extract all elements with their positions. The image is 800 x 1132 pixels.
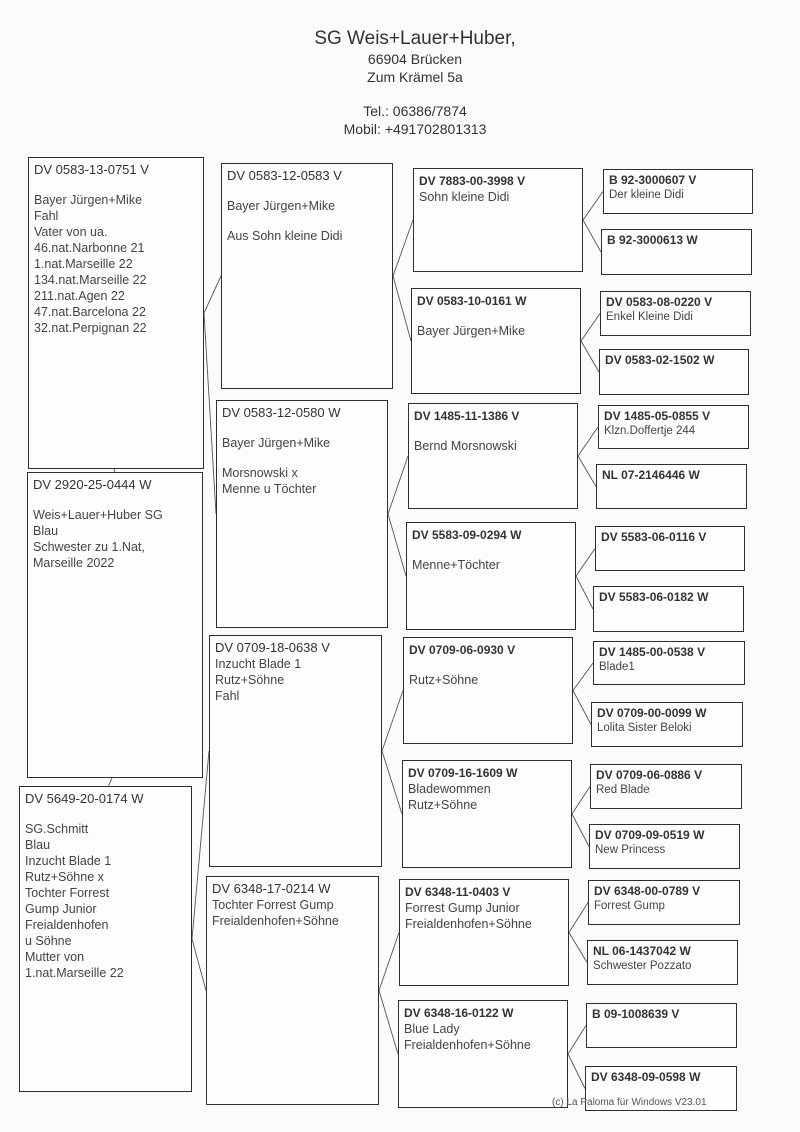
pigeon-card-gen2-3 <box>209 635 382 867</box>
gen2-line <box>379 991 398 1055</box>
ring-number: DV 1485-05-0855 V <box>604 409 711 423</box>
blank-line <box>222 451 382 465</box>
pigeon-info-line: Lolita Sister Beloki <box>597 722 692 734</box>
blank-line <box>227 184 387 198</box>
pigeon-card-gen3-5 <box>403 637 573 744</box>
ring-number: DV 5583-06-0116 V <box>601 530 707 544</box>
breeder-city: 66904 Brücken <box>367 51 463 67</box>
gen3-line <box>578 427 598 456</box>
ring-number: DV 5583-09-0294 W <box>412 528 522 542</box>
gen3-line <box>573 691 591 725</box>
pigeon-card-gen3-1 <box>413 168 583 272</box>
gen2-line <box>382 751 402 814</box>
ring-number: DV 0709-09-0519 W <box>595 828 705 842</box>
breeder-name: SG Weis+Lauer+Huber, <box>314 28 516 49</box>
pigeon-info-line: Inzucht Blade 1 <box>25 854 112 868</box>
ring-number: DV 6348-09-0598 W <box>591 1070 701 1084</box>
software-credit: (c) La Paloma für Windows V23.01 <box>552 1097 707 1108</box>
pigeon-card-gen3-4 <box>406 522 576 630</box>
pigeon-info-line: Blue Lady <box>404 1022 460 1036</box>
pigeon-info-line: Tochter Forrest Gump <box>212 898 334 912</box>
gen3-line <box>568 1054 585 1089</box>
gen3-line <box>581 314 600 342</box>
ring-number: DV 5649-20-0174 W <box>25 791 144 806</box>
gen3-line <box>576 576 593 609</box>
pigeon-card-gen4-6 <box>596 464 747 509</box>
blank-line <box>409 658 567 672</box>
dam-line <box>192 939 206 991</box>
pigeon-card-gen2-1 <box>221 163 393 389</box>
blank-line <box>34 178 198 192</box>
pigeon-card-gen1-2 <box>27 472 203 778</box>
gen3-line <box>572 787 590 815</box>
blank-line <box>414 424 572 438</box>
gen2-line <box>388 456 408 514</box>
subject-dam-link <box>109 778 113 786</box>
pigeon-info-line: Enkel Kleine Didi <box>606 311 693 323</box>
gen2-line <box>379 933 399 991</box>
pigeon-info-line: Blade1 <box>599 661 635 673</box>
pigeon-info-line: Morsnowski x <box>222 466 298 480</box>
pigeon-info-line: 1.nat.Marseille 22 <box>34 257 133 271</box>
pigeon-info-line: Blau <box>25 838 51 852</box>
pigeon-info-line: Bayer Jürgen+Mike <box>417 324 526 338</box>
ring-number: DV 6348-00-0789 V <box>594 884 701 898</box>
pigeon-info-line: Menne u Töchter <box>222 482 317 496</box>
ring-number: B 09-1008639 V <box>592 1007 680 1021</box>
ring-number: DV 7883-00-3998 V <box>419 174 526 188</box>
ring-number: DV 6348-17-0214 W <box>212 881 331 896</box>
pigeon-info-line: u Söhne <box>25 934 72 948</box>
pigeon-card-gen4-3 <box>600 291 751 336</box>
pigeon-info-line: Der kleine Didi <box>609 189 684 201</box>
blank-line <box>222 421 382 435</box>
gen3-line <box>578 456 596 487</box>
gen3-line <box>573 663 593 691</box>
pigeon-card-gen1-1 <box>28 157 204 469</box>
pigeon-info-line: Freialdenhofen+Söhne <box>405 917 532 931</box>
ring-number: DV 0709-18-0638 V <box>215 640 330 655</box>
pigeon-card-gen3-2 <box>411 288 581 394</box>
pigeon-info-line: Freialdenhofen+Söhne <box>404 1038 531 1052</box>
pigeon-info-line: Forrest Gump Junior <box>405 901 520 915</box>
pigeon-info-line: Aus Sohn kleine Didi <box>227 229 343 243</box>
ring-number: NL 07-2146446 W <box>602 468 700 482</box>
pigeon-info-line: Rutz+Söhne <box>409 673 479 687</box>
pigeon-info-line: 134.nat.Marseille 22 <box>34 273 147 287</box>
pigeon-card-gen3-3 <box>408 403 578 509</box>
gen3-line <box>568 1026 586 1055</box>
ring-number: DV 0583-08-0220 V <box>606 295 713 309</box>
ring-number: DV 1485-00-0538 V <box>599 645 706 659</box>
gen2-line <box>382 691 403 752</box>
blank-line <box>25 807 186 821</box>
breeder-phone: Tel.: 06386/7874 <box>363 103 467 119</box>
pigeon-info-line: Weis+Lauer+Huber SG <box>33 508 163 522</box>
ring-number: DV 0583-12-0580 W <box>222 405 341 420</box>
pigeon-info-line: Bladewommen <box>408 782 491 796</box>
pigeon-card-gen4-9 <box>593 641 745 685</box>
pigeon-info-line: Blau <box>33 524 59 538</box>
pigeon-card-gen4-4 <box>599 349 749 395</box>
ring-number: DV 2920-25-0444 W <box>33 477 152 492</box>
gen3-line <box>569 933 587 963</box>
breeder-street: Zum Krämel 5a <box>367 69 463 85</box>
ring-number: B 92-3000613 W <box>607 233 698 247</box>
gen3-line <box>583 192 603 221</box>
pigeon-card-gen3-8 <box>398 1000 568 1108</box>
pigeon-info-line: Schwester zu 1.Nat, <box>33 540 145 554</box>
gen3-line <box>569 903 588 933</box>
pigeon-info-line: Red Blade <box>596 784 650 796</box>
pigeon-info-line: Menne+Töchter <box>412 558 500 572</box>
pigeon-info-line: Fahl <box>215 689 240 703</box>
pigeon-info-line: Vater von ua. <box>34 225 108 239</box>
blank-line <box>417 309 575 323</box>
pigeon-info-line: Mutter von <box>25 950 85 964</box>
pigeon-info-line: 47.nat.Barcelona 22 <box>34 305 146 319</box>
pigeon-info-line: Freialdenhofen+Söhne <box>212 914 339 928</box>
pigeon-card-gen4-14 <box>587 940 738 985</box>
gen3-line <box>572 814 589 847</box>
blank-line <box>227 214 387 228</box>
blank-line <box>412 543 570 557</box>
pigeon-card-gen4-10 <box>591 702 743 747</box>
pigeon-info-line: Fahl <box>34 209 59 223</box>
pigeon-info-line: SG.Schmitt <box>25 822 89 836</box>
pigeon-info-line: Bernd Morsnowski <box>414 439 517 453</box>
ring-number: DV 5583-06-0182 W <box>599 590 709 604</box>
ring-number: DV 0583-10-0161 W <box>417 294 527 308</box>
pigeon-info-line: 32.nat.Perpignan 22 <box>34 321 147 335</box>
ring-number: B 92-3000607 V <box>609 173 697 187</box>
blank-line <box>33 493 197 507</box>
ring-number: DV 0709-00-0099 W <box>597 706 707 720</box>
pigeon-card-gen4-8 <box>593 586 744 632</box>
pigeon-info-line: Rutz+Söhne x <box>25 870 104 884</box>
ring-number: DV 6348-16-0122 W <box>404 1006 514 1020</box>
ring-number: DV 0709-06-0886 V <box>596 768 703 782</box>
sire-line <box>204 276 221 313</box>
ring-number: DV 0709-06-0930 V <box>409 643 516 657</box>
ring-number: NL 06-1437042 W <box>593 944 691 958</box>
pigeon-info-line: Inzucht Blade 1 <box>215 657 302 671</box>
ring-number: DV 0583-02-1502 W <box>605 353 715 367</box>
pigeon-info-line: Gump Junior <box>25 902 97 916</box>
pigeon-info-line: Schwester Pozzato <box>593 960 692 972</box>
pigeon-info-line: Bayer Jürgen+Mike <box>227 199 336 213</box>
pigeon-card-gen4-13 <box>588 880 740 925</box>
pigeon-card-gen4-15 <box>586 1003 737 1048</box>
pigeon-info-line: Rutz+Söhne <box>215 673 285 687</box>
pigeon-info-line: 1.nat.Marseille 22 <box>25 966 124 980</box>
pigeon-card-gen2-4 <box>206 876 379 1105</box>
pigeon-info-line: New Princess <box>595 844 666 856</box>
pigeon-info-line: Rutz+Söhne <box>408 798 478 812</box>
gen2-line <box>393 220 413 276</box>
gen3-line <box>581 341 599 372</box>
ring-number: DV 6348-11-0403 V <box>405 885 511 899</box>
pigeon-card-gen4-2 <box>601 229 752 275</box>
pigeon-card-gen4-7 <box>595 526 745 571</box>
pigeon-card-gen4-12 <box>589 824 740 869</box>
pigeon-card-gen2-2 <box>216 400 388 628</box>
gen3-line <box>576 549 595 577</box>
pigeon-card-gen4-11 <box>590 764 742 809</box>
pigeon-info-line: Freialdenhofen <box>25 918 109 932</box>
pigeon-info-line: Forrest Gump <box>594 900 665 912</box>
ring-number: DV 0583-13-0751 V <box>34 162 149 177</box>
pigeon-info-line: 46.nat.Narbonne 21 <box>34 241 145 255</box>
ring-number: DV 0709-16-1609 W <box>408 766 518 780</box>
pigeon-info-line: Bayer Jürgen+Mike <box>222 436 331 450</box>
gen3-line <box>583 220 601 252</box>
pigeon-info-line: Bayer Jürgen+Mike <box>34 193 143 207</box>
pigeon-info-line: Klzn.Doffertje 244 <box>604 425 696 437</box>
pigeon-info-line: Sohn kleine Didi <box>419 190 510 204</box>
pigeon-info-line: Tochter Forrest <box>25 886 110 900</box>
pigeon-card-gen1-3 <box>19 786 192 1092</box>
gen2-line <box>388 514 406 576</box>
pigeon-info-line: Marseille 2022 <box>33 556 115 570</box>
pigeon-card-gen4-1 <box>603 169 753 214</box>
pigeon-info-line: 211.nat.Agen 22 <box>34 289 125 303</box>
ring-number: DV 1485-11-1386 V <box>414 409 520 423</box>
sire-line <box>204 313 216 514</box>
pigeon-card-gen4-5 <box>598 405 749 449</box>
gen2-line <box>393 276 411 341</box>
pigeon-card-gen3-6 <box>402 760 572 868</box>
ring-number: DV 0583-12-0583 V <box>227 168 342 183</box>
breeder-mobile: Mobil: +491702801313 <box>343 121 487 137</box>
pigeon-card-gen3-7 <box>399 879 569 986</box>
